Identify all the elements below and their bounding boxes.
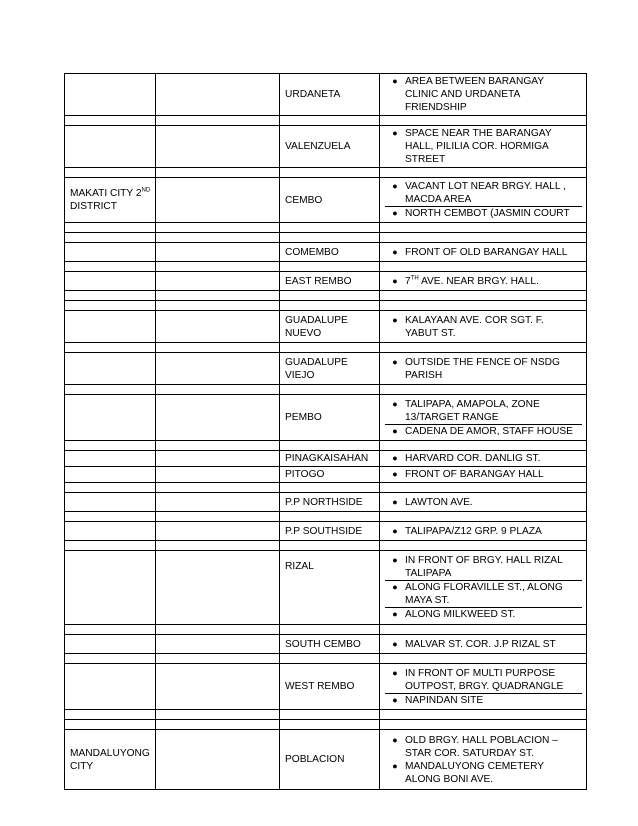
sites-cell xyxy=(380,311,587,343)
list-item: ● AREA BETWEEN BARANGAY CLINIC AND URDANETA FRIENDSHIP xyxy=(385,75,582,114)
sites-cell xyxy=(380,74,587,116)
city-cell xyxy=(65,74,156,116)
spacer-row xyxy=(65,343,587,353)
barangay-cell: P.P SOUTHSIDE xyxy=(280,522,380,541)
sites-cell xyxy=(380,126,587,168)
bullet-icon: ● xyxy=(392,453,398,463)
list-item: ● NAPINDAN SITE xyxy=(385,693,582,707)
city-cell xyxy=(65,272,156,291)
spacer-row xyxy=(65,262,587,272)
bullet-icon: ● xyxy=(392,496,398,507)
list-item: ● NORTH CEMBOT (JASMIN COURT xyxy=(385,206,582,220)
bullet-icon: ● xyxy=(392,555,398,565)
table-row xyxy=(65,126,587,168)
barangay-cell: POBLACION xyxy=(280,730,380,790)
city-cell xyxy=(65,522,156,541)
empty-cell xyxy=(156,126,280,168)
barangay-cell: RIZAL xyxy=(280,551,380,625)
bullet-icon: ● xyxy=(392,694,398,705)
list-item: ● CADENA DE AMOR, STAFF HOUSE xyxy=(385,424,582,438)
table-row xyxy=(65,635,587,654)
sites-cell xyxy=(380,467,587,483)
list-item: ● IN FRONT OF MULTI PURPOSE OUTPOST, BRGY. QUADRANGLE xyxy=(385,667,582,693)
bullet-icon: ● xyxy=(392,734,398,745)
sites-cell xyxy=(380,730,587,790)
empty-cell xyxy=(156,451,280,467)
empty-cell xyxy=(156,664,280,710)
bullet-icon: ● xyxy=(392,425,398,436)
bullet-icon: ● xyxy=(392,246,398,257)
table-row xyxy=(65,467,587,483)
empty-cell xyxy=(156,178,280,223)
barangay-cell: SOUTH CEMBO xyxy=(280,635,380,654)
bullet-icon: ● xyxy=(392,356,398,367)
barangay-cell: GUADALUPE NUEVO xyxy=(280,311,380,343)
spacer-row xyxy=(65,654,587,664)
barangay-cell: P.P NORTHSIDE xyxy=(280,493,380,512)
spacer-row xyxy=(65,385,587,395)
spacer-row xyxy=(65,233,587,243)
list-item: ● LAWTON AVE. xyxy=(385,496,582,509)
barangay-cell: WEST REMBO xyxy=(280,664,380,710)
city-cell xyxy=(65,493,156,512)
table-row xyxy=(65,178,587,223)
spacer-row xyxy=(65,441,587,451)
barangay-cell: EAST REMBO xyxy=(280,272,380,291)
sites-cell xyxy=(380,353,587,385)
city-cell xyxy=(65,395,156,441)
city-cell xyxy=(65,311,156,343)
bullet-icon: ● xyxy=(392,76,398,86)
bullet-icon: ● xyxy=(392,314,398,325)
bullet-icon: ● xyxy=(392,609,398,619)
city-cell xyxy=(65,451,156,467)
list-item: ● VACANT LOT NEAR BRGY. HALL , MACDA AREA xyxy=(385,180,582,206)
barangay-cell: PEMBO xyxy=(280,395,380,441)
sites-cell xyxy=(380,635,587,654)
table-row xyxy=(65,451,587,467)
list-item: ● MALVAR ST. COR. J.P RIZAL ST xyxy=(385,638,582,651)
sites-cell xyxy=(380,551,587,625)
list-item: ● SPACE NEAR THE BARANGAY HALL, PILILIA COR. HORMIGA STREET xyxy=(385,127,582,166)
city-cell: MANDALUYONG CITY xyxy=(65,730,156,790)
empty-cell xyxy=(156,493,280,512)
list-item: ● KALAYAAN AVE. COR SGT. F. YABUT ST. xyxy=(385,314,582,340)
table-row xyxy=(65,311,587,343)
barangay-cell: PITOGO xyxy=(280,467,380,483)
bullet-icon: ● xyxy=(392,667,398,678)
spacer-row xyxy=(65,168,587,178)
sites-cell xyxy=(380,664,587,710)
empty-cell xyxy=(156,395,280,441)
bullet-icon: ● xyxy=(392,525,398,536)
list-item: ● FRONT OF OLD BARANGAY HALL xyxy=(385,246,582,259)
empty-cell xyxy=(156,635,280,654)
evacuation-sites-table xyxy=(64,73,587,790)
spacer-row xyxy=(65,223,587,233)
empty-cell xyxy=(156,311,280,343)
spacer-row xyxy=(65,291,587,301)
bullet-icon: ● xyxy=(392,128,398,138)
table-row xyxy=(65,551,587,625)
bullet-icon: ● xyxy=(392,469,398,479)
empty-cell xyxy=(156,730,280,790)
sites-cell xyxy=(380,451,587,467)
list-item: ● TALIPAPA/Z12 GRP. 9 PLAZA xyxy=(385,525,582,538)
city-cell xyxy=(65,551,156,625)
spacer-row xyxy=(65,541,587,551)
city-cell xyxy=(65,664,156,710)
list-item: ● TALIPAPA, AMAPOLA, ZONE 13/TARGET RANGE xyxy=(385,398,582,424)
table-row xyxy=(65,74,587,116)
sites-cell xyxy=(380,395,587,441)
barangay-cell: VALENZUELA xyxy=(280,126,380,168)
list-item: ● 7TH AVE. NEAR BRGY. HALL. xyxy=(385,275,582,288)
list-item: ● OLD BRGY. HALL POBLACION – STAR COR. SATURDAY ST. xyxy=(385,734,582,760)
spacer-row xyxy=(65,116,587,126)
city-cell xyxy=(65,243,156,262)
empty-cell xyxy=(156,353,280,385)
sites-cell xyxy=(380,272,587,291)
bullet-icon: ● xyxy=(392,181,398,191)
spacer-row xyxy=(65,483,587,493)
spacer-row xyxy=(65,512,587,522)
barangay-cell: COMEMBO xyxy=(280,243,380,262)
city-cell: MAKATI CITY 2ND DISTRICT xyxy=(65,178,156,223)
empty-cell xyxy=(156,467,280,483)
barangay-cell: URDANETA xyxy=(280,74,380,116)
sites-cell xyxy=(380,493,587,512)
table-row xyxy=(65,664,587,710)
sites-cell xyxy=(380,178,587,223)
spacer-row xyxy=(65,720,587,730)
sites-cell xyxy=(380,243,587,262)
city-label: MAKATI CITY 2 xyxy=(70,188,142,199)
spacer-row xyxy=(65,710,587,720)
bullet-icon: ● xyxy=(392,638,398,649)
list-item: ● ALONG FLORAVILLE ST., ALONG MAYA ST. xyxy=(385,580,582,607)
bullet-icon: ● xyxy=(392,275,398,286)
bullet-icon: ● xyxy=(392,398,398,409)
barangay-cell: GUADALUPE VIEJO xyxy=(280,353,380,385)
bullet-icon: ● xyxy=(392,208,398,218)
list-item: ● IN FRONT OF BRGY. HALL RIZAL TALIPAPA xyxy=(385,554,582,580)
spacer-row xyxy=(65,625,587,635)
spacer-row xyxy=(65,301,587,311)
list-item: ● MANDALUYONG CEMETERY ALONG BONI AVE. xyxy=(385,760,582,786)
list-item: ● ALONG MILKWEED ST. xyxy=(385,607,582,621)
empty-cell xyxy=(156,522,280,541)
table-row xyxy=(65,243,587,262)
table-row xyxy=(65,522,587,541)
list-item: ● OUTSIDE THE FENCE OF NSDG PARISH xyxy=(385,356,582,382)
sites-cell xyxy=(380,522,587,541)
list-item: ● FRONT OF BARANGAY HALL xyxy=(385,468,582,481)
empty-cell xyxy=(156,272,280,291)
barangay-cell: CEMBO xyxy=(280,178,380,223)
city-cell xyxy=(65,353,156,385)
table-row xyxy=(65,272,587,291)
city-cell xyxy=(65,635,156,654)
table-row xyxy=(65,395,587,441)
table-row xyxy=(65,353,587,385)
bullet-icon: ● xyxy=(392,760,398,771)
list-item: ● HARVARD COR. DANLIG ST. xyxy=(385,452,582,465)
table-row xyxy=(65,493,587,512)
empty-cell xyxy=(156,551,280,625)
barangay-cell: PINAGKAISAHAN xyxy=(280,451,380,467)
city-cell xyxy=(65,467,156,483)
city-cell xyxy=(65,126,156,168)
bullet-icon: ● xyxy=(392,582,398,592)
empty-cell xyxy=(156,74,280,116)
table-row xyxy=(65,730,587,790)
empty-cell xyxy=(156,243,280,262)
